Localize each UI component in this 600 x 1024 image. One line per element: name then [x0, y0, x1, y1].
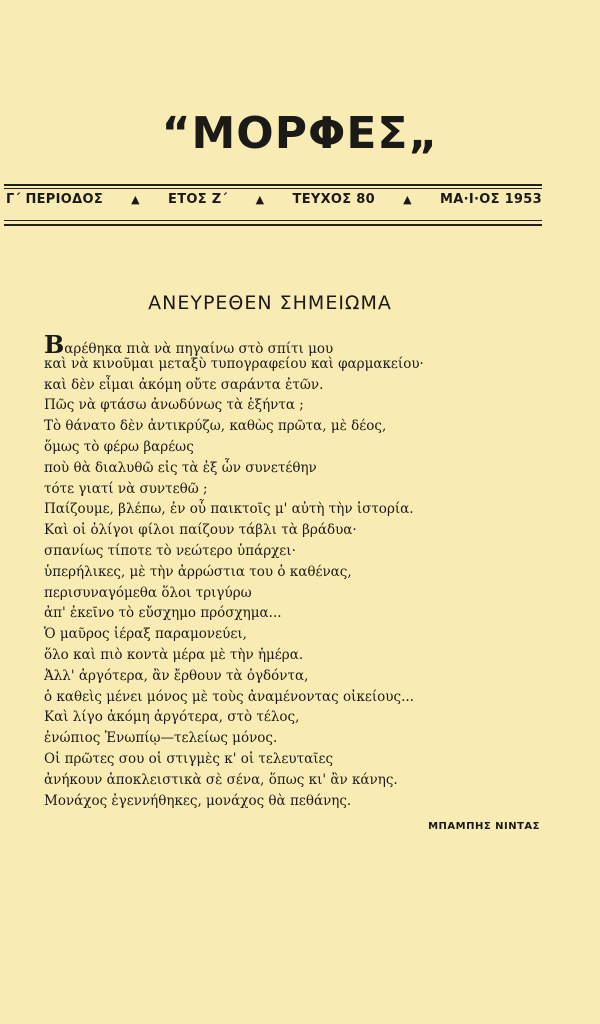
poem-line-first	[44, 330, 544, 359]
separator-triangle-icon: ▲	[255, 193, 265, 206]
poem-line: ἐνώπιος Ἐνωπίῳ—τελείως μόνος.	[44, 730, 278, 747]
poem-line: ποὺ θὰ διαλυθῶ εἰς τὰ ἐξ ὧν συνετέθην	[44, 459, 317, 476]
issue-year: ΕΤΟΣ Ζ΄	[168, 192, 228, 207]
top-rule-thin	[4, 188, 542, 189]
poem-line: ὑπερήλικες, μὲ τὴν ἀρρώστια του ὁ καθένας,	[44, 563, 352, 580]
poem-line: Ὁ μαῦρος ἱέραξ παραμονεύει,	[44, 626, 247, 643]
poem-line: Τὸ θάνατο δὲν ἀντικρύζω, καθὼς πρῶτα, μὲ δέος,	[44, 418, 387, 435]
top-rule	[4, 184, 542, 186]
poem-line: ἀνήκουν ἀποκλειστικὰ σὲ σένα, ὅπως κι' ἂν κάνης.	[44, 771, 398, 788]
poem-author: ΜΠΑΜΠΗΣ ΝΙΝΤΑΣ	[428, 821, 540, 832]
poem-line: σπανίως τίποτε τὸ νεώτερο ὑπάρχει·	[44, 542, 296, 559]
issue-date: ΜΑ·Ι·ΟΣ 1953	[440, 192, 542, 207]
bottom-rule	[4, 224, 542, 226]
poem-line: Καὶ λίγο ἀκόμη ἀργότερα, στὸ τέλος,	[44, 709, 300, 726]
poem-line: ὁ καθεὶς μένει μόνος μὲ τοὺς ἀναμένοντας οἰκείους...	[44, 688, 414, 705]
poem-line: ὅμως τὸ φέρω βαρέως	[44, 438, 194, 455]
poem-line: Μονάχος ἐγεννήθηκες, μονάχος θὰ πεθάνης.	[44, 792, 352, 809]
poem-line: περισυναγόμεθα ὅλοι τριγύρω	[44, 584, 252, 601]
poem-title: ΑΝΕΥΡΕΘΕΝ ΣΗΜΕΙΩΜΑ	[148, 292, 392, 314]
poem-line: καὶ νὰ κινοῦμαι μεταξὺ τυπογραφείου καὶ φαρμακείου·	[44, 355, 424, 372]
poem-line: Παίζουμε, βλέπω, ἐν οὗ παικτοῖς μ' αὐτὴ τὴν ἱστορία.	[44, 501, 414, 518]
issue-number: ΤΕΥΧΟΣ 80	[292, 192, 375, 207]
poem-line: Ἀλλ' ἀργότερα, ἂν ἔρθουν τὰ ὀγδόντα,	[44, 667, 309, 684]
poem-line-text: αρέθηκα πιὰ νὰ πηγαίνω στὸ σπίτι μου	[64, 341, 334, 357]
poem-line: τότε γιατί νὰ συντεθῶ ;	[44, 480, 208, 497]
issue-info-bar	[6, 192, 542, 207]
poem-body	[44, 330, 544, 811]
magazine-title: “ΜΟΡΦΕΣ„	[161, 108, 439, 159]
separator-triangle-icon: ▲	[131, 193, 140, 206]
bottom-rule-thin	[4, 220, 542, 221]
separator-triangle-icon: ▲	[403, 193, 412, 206]
poem-line: ἀπ' ἐκεῖνο τὸ εὔσχημο πρόσχημα...	[44, 605, 282, 622]
poem-line: Καὶ οἱ ὀλίγοι φίλοι παίζουν τάβλι τὰ βράδυα·	[44, 522, 357, 539]
poem-line: Οἱ πρῶτες σου οἱ στιγμὲς κ' οἱ τελευταῖες	[44, 750, 334, 767]
poem-line: Πῶς νὰ φτάσω ἀνωδύνως τὰ ἑξήντα ;	[44, 397, 304, 414]
poem-line: ὅλο καὶ πιὸ κοντὰ μέρα μὲ τὴν ἡμέρα.	[44, 646, 304, 663]
drop-cap: Β	[44, 330, 65, 359]
poem-line: καὶ δὲν εἶμαι ἀκόμη οὔτε σαράντα ἐτῶν.	[44, 376, 324, 393]
issue-period: Γ΄ ΠΕΡΙΟΔΟΣ	[6, 192, 104, 207]
